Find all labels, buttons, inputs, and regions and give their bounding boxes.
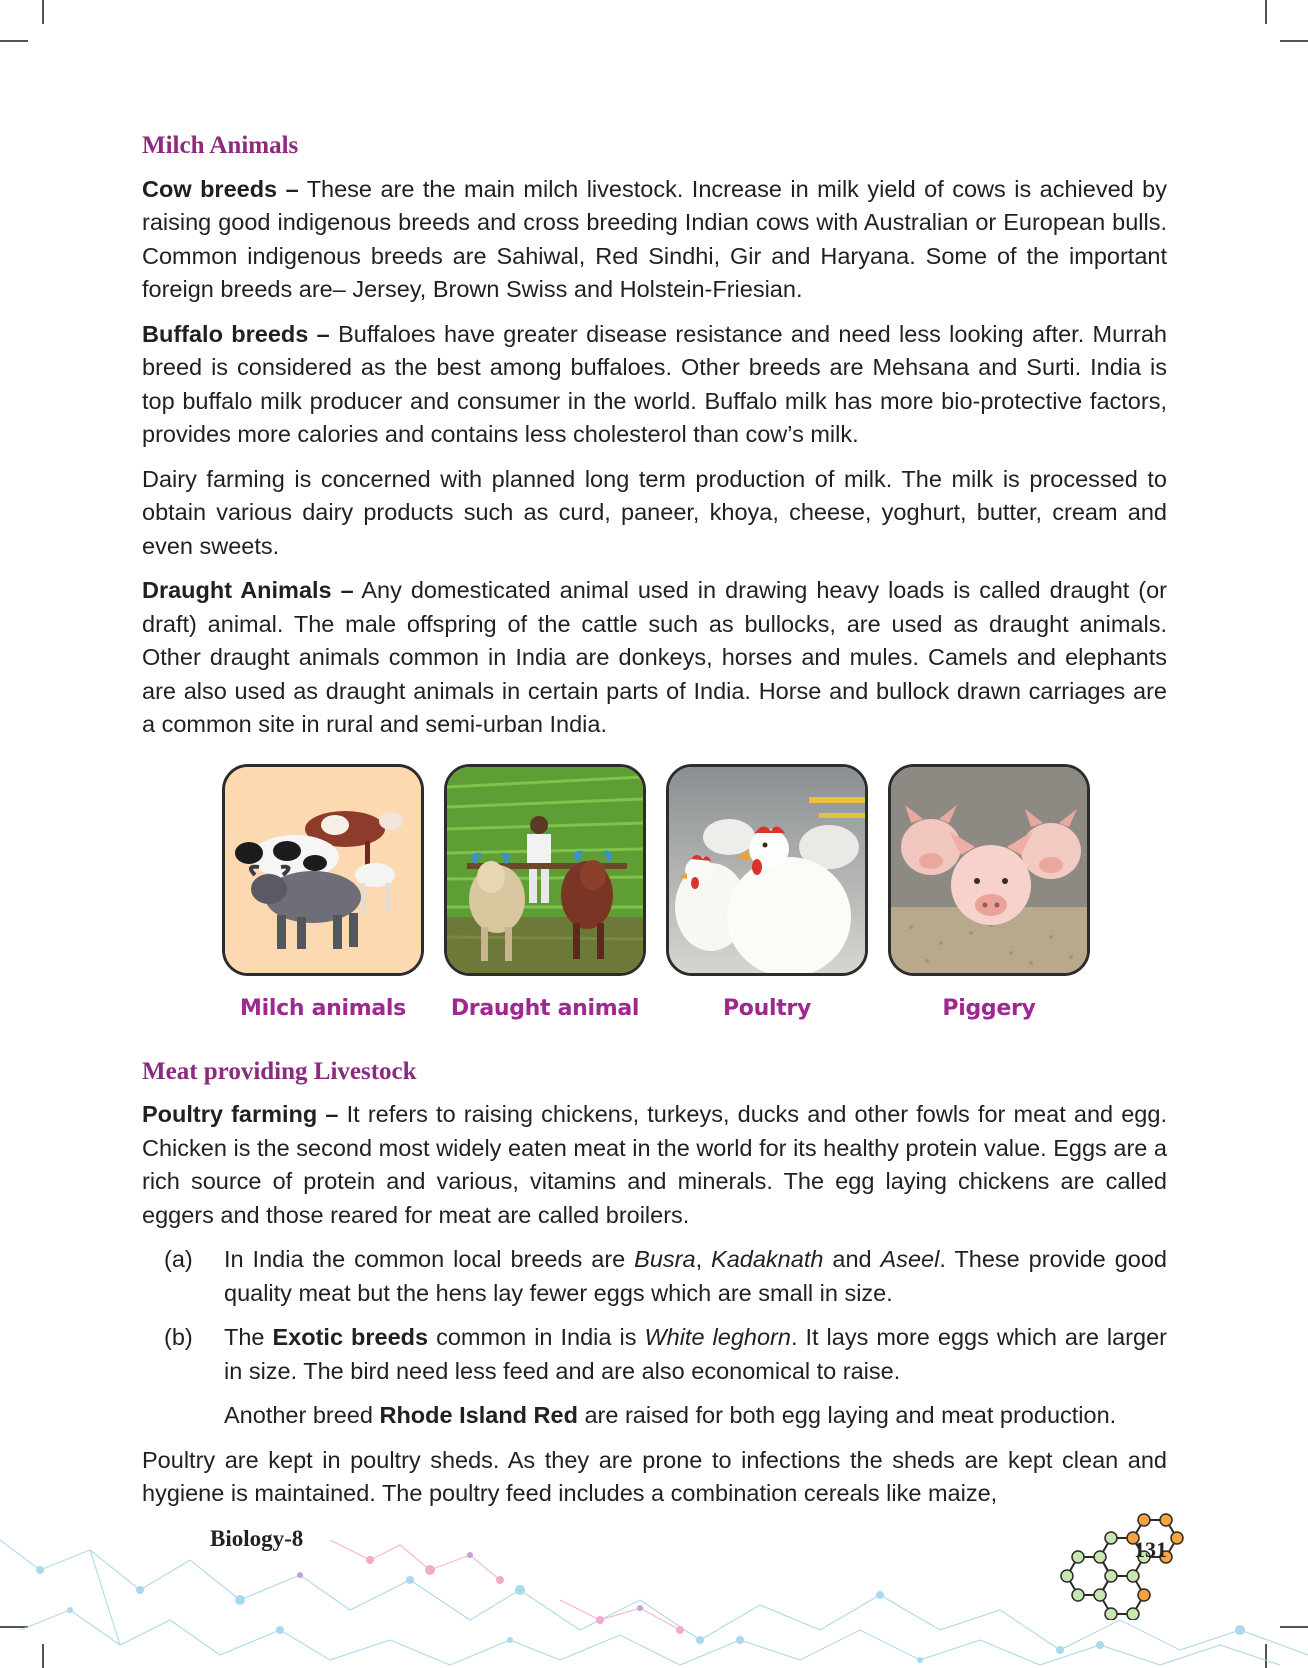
crop-mark <box>0 40 28 42</box>
paragraph-draught-animals <box>142 574 1167 742</box>
figure-draught-animal <box>444 764 646 1021</box>
paragraph-text: Any domesticated animal used in drawing heavy loads is called draught (or draft) animal. The male offspring of the cattle such as bullocks, are used as draught animals. Other draught animals common in India are donkeys, horses and mules. Camels and elephants are also used as draught animals in certain parts of India. Horse and bullock drawn carriages are a common site in rural and semi-urban India. <box>142 577 1168 737</box>
cattle-illustration-icon <box>222 764 424 976</box>
list-text: . It lays more eggs which are larger in size. The bird need less feed and are also economical to raise. <box>224 1324 1167 1384</box>
breed-name: Kadaknath <box>711 1246 824 1272</box>
list-item-b <box>142 1321 1167 1388</box>
paragraph-buffalo-breeds <box>142 318 1167 452</box>
section-heading-milch: Milch Animals <box>142 132 299 159</box>
crop-mark <box>42 0 44 24</box>
list-text: In India the common local breeds are <box>224 1246 635 1272</box>
page-number: 131 <box>1134 1537 1167 1562</box>
breed-name: Busra <box>634 1246 696 1272</box>
bullock-plough-illustration-icon <box>444 764 646 976</box>
section-heading-meat: Meat providing Livestock <box>142 1057 417 1085</box>
list-text: . These provide good quality meat but the hens lay fewer eggs which are small in size. <box>224 1246 1167 1306</box>
paragraph-text: It refers to raising chickens, turkeys, ducks and other fowls for meat and egg. Chicken is the second most widely eaten meat in the world for its healthy protein value. Eggs are a rich source of protein and various, vitamins and minerals. The egg laying chickens are called eggers and those reared for meat are called broilers. <box>142 1101 1167 1228</box>
page-content <box>142 130 1167 1522</box>
list-text: The <box>224 1324 273 1350</box>
list-label: (a) <box>164 1246 193 1272</box>
crop-mark <box>1265 0 1267 24</box>
crop-mark <box>1280 40 1308 42</box>
list-item-continuation <box>142 1399 1167 1433</box>
figure-poultry <box>666 764 868 1021</box>
pig-illustration-icon <box>888 764 1090 976</box>
list-text: , <box>695 1246 712 1272</box>
figure-row <box>142 764 1167 1032</box>
paragraph-text: Buffaloes have greater disease resistance and need less looking after. Murrah breed is considered as the best among buffaloes. Other breeds are Mehsana and Surti. India is top buffalo milk producer and consumer in the world. Buffalo milk has more bio-protective factors, provides more calories and contains less cholesterol than cow’s milk. <box>142 320 1167 447</box>
paragraph-poultry-sheds: Poultry are kept in poultry sheds. As they are prone to infections the sheds are kept clean and hygiene is maintained. The poultry feed includes a combination cereals like maize, <box>142 1446 1167 1506</box>
list-item-a <box>142 1243 1167 1310</box>
list-text: are raised for both egg laying and meat production. <box>577 1402 1117 1428</box>
footer-book-title: Biology-8 <box>210 1526 304 1551</box>
breed-name: Aseel <box>880 1246 940 1272</box>
list-label: (b) <box>164 1324 193 1350</box>
chicken-illustration-icon <box>666 764 868 976</box>
figure-milch-animals <box>222 764 424 1021</box>
term-poultry-farming: Poultry farming – <box>142 1101 339 1127</box>
paragraph-dairy-farming: Dairy farming is concerned with planned long term production of milk. The milk is processed to obtain various dairy products such as curd, paneer, khoya, cheese, yoghurt, butter, cream and even sweets. <box>142 465 1167 559</box>
list-text: Another breed <box>224 1402 380 1428</box>
breed-name: White leghorn <box>644 1324 791 1350</box>
figure-caption: Draught animal <box>450 995 640 1021</box>
list-text: common in India is <box>428 1324 645 1350</box>
term-rhode-island-red: Rhode Island Red <box>379 1402 578 1428</box>
term-buffalo-breeds: Buffalo breeds – <box>142 320 330 347</box>
paragraph-poultry-farming <box>142 1098 1167 1232</box>
list-text: and <box>823 1246 881 1272</box>
term-cow-breeds: Cow breeds – <box>142 175 299 202</box>
paragraph-text: These are the main milch livestock. Increase in milk yield of cows is achieved by raising good indigenous breeds and cross breeding Indian cows with Australian or European bulls. Common indigenous breeds are Sahiwal, Red Sindhi, Gir and Haryana. Some of the important foreign breeds are– Jersey, Brown Swiss and Holstein-Friesian. <box>142 175 1167 302</box>
paragraph-cow-breeds <box>142 173 1167 307</box>
figure-caption: Milch animals <box>240 995 406 1021</box>
figure-caption: Piggery <box>942 995 1036 1021</box>
term-draught-animals: Draught Animals – <box>142 577 354 603</box>
figure-caption: Poultry <box>722 995 812 1021</box>
term-exotic-breeds: Exotic breeds <box>272 1324 429 1350</box>
figure-piggery <box>888 764 1090 1021</box>
